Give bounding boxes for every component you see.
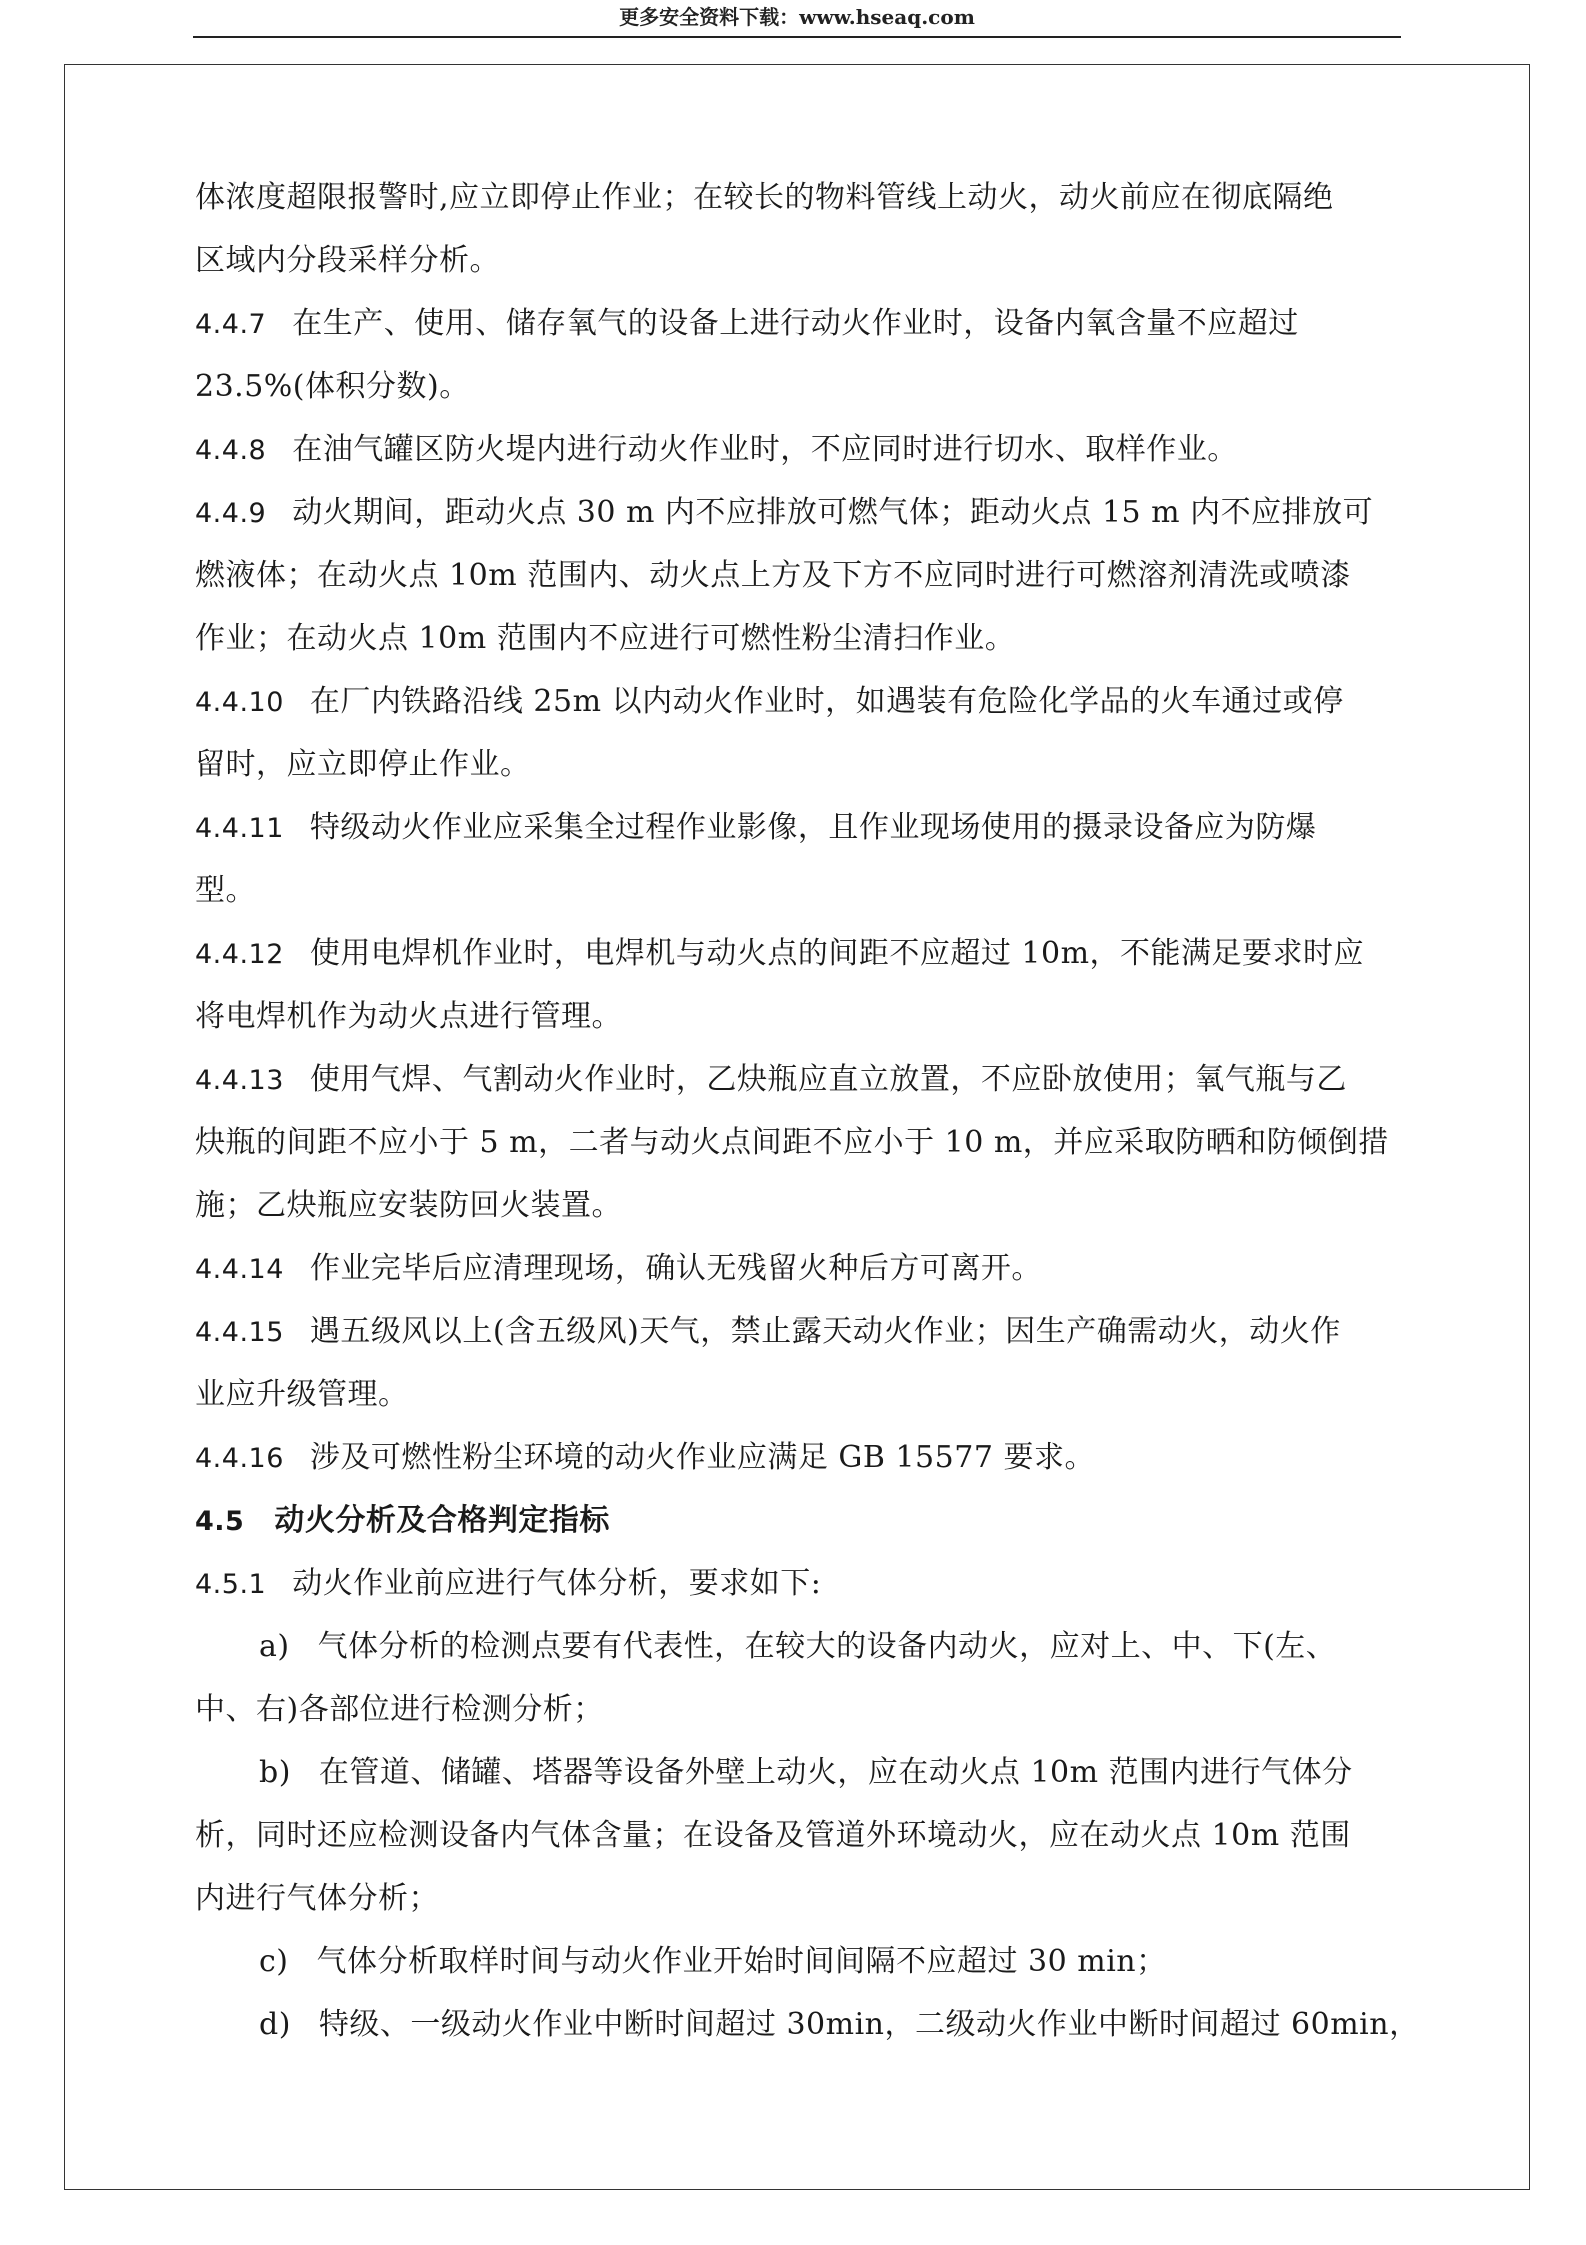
text-line: 型。 bbox=[195, 873, 256, 908]
section-number: 4.5 bbox=[195, 1506, 245, 1537]
text-line: 析，同时还应检测设备内气体含量；在设备及管道外环境动火，应在动火点 10m 范围 bbox=[195, 1818, 1351, 1853]
clause-4-4-9: 4.4.9 动火期间，距动火点 30 m 内不应排放可燃气体；距动火点 15 m 内不应排放可 bbox=[195, 495, 1374, 530]
clause-number: 4.4.7 bbox=[195, 309, 267, 340]
clause-4-4-13: 4.4.13 使用气焊、气割动火作业时，乙炔瓶应直立放置，不应卧放使用；氧气瓶与乙 bbox=[195, 1062, 1347, 1097]
clause-number: 4.4.16 bbox=[195, 1443, 284, 1474]
page-header bbox=[193, 0, 1401, 38]
clause-4-4-10: 4.4.10 在厂内铁路沿线 25m 以内动火作业时，如遇装有危险化学品的火车通过或停 bbox=[195, 684, 1344, 719]
list-marker: c) bbox=[259, 1944, 289, 1979]
clause-4-5-1: 4.5.1 动火作业前应进行气体分析，要求如下: bbox=[195, 1566, 822, 1601]
text-line: 炔瓶的间距不应小于 5 m，二者与动火点间距不应小于 10 m，并应采取防晒和防倾倒措 bbox=[195, 1125, 1389, 1160]
list-item-d: d) 特级、一级动火作业中断时间超过 30min，二级动火作业中断时间超过 60min， bbox=[259, 2007, 1420, 2042]
clause-4-4-8: 4.4.8 在油气罐区防火堤内进行动火作业时，不应同时进行切水、取样作业。 bbox=[195, 432, 1238, 467]
text-line: 作业；在动火点 10m 范围内不应进行可燃性粉尘清扫作业。 bbox=[195, 621, 1016, 656]
text-line: 区域内分段采样分析。 bbox=[195, 243, 500, 278]
clause-number: 4.4.13 bbox=[195, 1065, 284, 1096]
clause-number: 4.4.10 bbox=[195, 687, 284, 718]
clause-4-4-16: 4.4.16 涉及可燃性粉尘环境的动火作业应满足 GB 15577 要求。 bbox=[195, 1440, 1095, 1475]
text-line: 中、右)各部位进行检测分析； bbox=[195, 1692, 604, 1727]
clause-number: 4.4.12 bbox=[195, 939, 284, 970]
list-marker: b) bbox=[259, 1755, 291, 1790]
section-heading-4-5 bbox=[195, 1499, 610, 1543]
list-item-b: b) 在管道、储罐、塔器等设备外壁上动火，应在动火点 10m 范围内进行气体分 bbox=[259, 1755, 1353, 1790]
list-item-c: c) 气体分析取样时间与动火作业开始时间间隔不应超过 30 min； bbox=[259, 1944, 1167, 1979]
text-line: 体浓度超限报警时,应立即停止作业；在较长的物料管线上动火，动火前应在彻底隔绝 bbox=[195, 180, 1334, 215]
text-line: 留时，应立即停止作业。 bbox=[195, 747, 531, 782]
clause-4-4-12: 4.4.12 使用电焊机作业时，电焊机与动火点的间距不应超过 10m，不能满足要求时应 bbox=[195, 936, 1365, 971]
clause-number: 4.4.9 bbox=[195, 498, 267, 529]
clause-4-4-15: 4.4.15 遇五级风以上(含五级风)天气，禁止露天动火作业；因生产确需动火，动火作 bbox=[195, 1314, 1341, 1349]
list-marker: d) bbox=[259, 2007, 291, 2042]
text-line: 燃液体；在动火点 10m 范围内、动火点上方及下方不应同时进行可燃溶剂清洗或喷漆 bbox=[195, 558, 1351, 593]
clause-number: 4.4.11 bbox=[195, 813, 284, 844]
text-line: 内进行气体分析； bbox=[195, 1881, 439, 1916]
section-title: 动火分析及合格判定指标 bbox=[274, 1503, 610, 1538]
list-item-a: a) 气体分析的检测点要有代表性，在较大的设备内动火，应对上、中、下(左、 bbox=[259, 1629, 1337, 1664]
header-text: 更多安全资料下载：www.hseaq.com bbox=[619, 5, 975, 29]
text-line: 业应升级管理。 bbox=[195, 1377, 409, 1412]
clause-4-4-11: 4.4.11 特级动火作业应采集全过程作业影像，且作业现场使用的摄录设备应为防爆 bbox=[195, 810, 1317, 845]
clause-4-4-7: 4.4.7 在生产、使用、储存氧气的设备上进行动火作业时，设备内氧含量不应超过 bbox=[195, 306, 1299, 341]
text-line: 23.5%(体积分数)。 bbox=[195, 369, 470, 404]
clause-number: 4.4.8 bbox=[195, 435, 267, 466]
clause-number: 4.5.1 bbox=[195, 1569, 267, 1600]
clause-number: 4.4.15 bbox=[195, 1317, 284, 1348]
text-line: 施；乙炔瓶应安装防回火装置。 bbox=[195, 1188, 622, 1223]
clause-number: 4.4.14 bbox=[195, 1254, 284, 1285]
list-marker: a) bbox=[259, 1629, 290, 1664]
text-line: 将电焊机作为动火点进行管理。 bbox=[195, 999, 622, 1034]
clause-4-4-14: 4.4.14 作业完毕后应清理现场，确认无残留火种后方可离开。 bbox=[195, 1251, 1042, 1286]
